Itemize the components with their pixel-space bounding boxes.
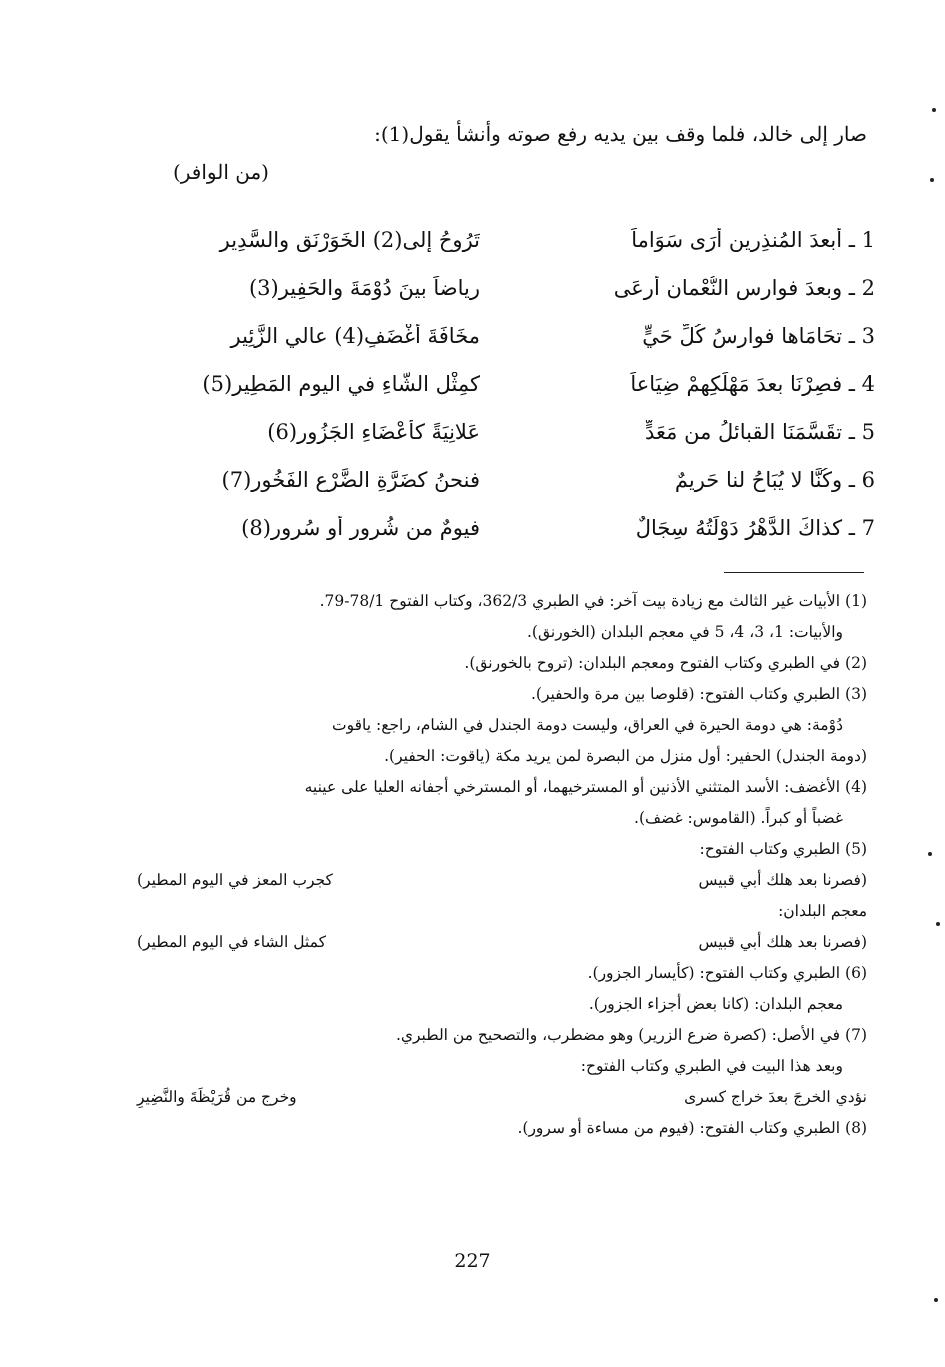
verse-line: [140, 456, 875, 504]
footnote-6: (6) الطبري وكتاب الفتوح: (كأيسار الجزور).: [587, 964, 867, 982]
first-hemistich-text: تحَامَاها فوارِسُ كُلِّ حَيٍّ: [642, 324, 843, 348]
first-hemistich: [535, 516, 875, 540]
footnote-4: (4) الأغضف: الأسد المتثني الأذنين أو المسترخيهما، أو المسترخي أجفانه العليا على عينيه: [304, 778, 867, 796]
intro-text: صار إلى خالد، فلما وقف بين يديه رفع صوته وأنشأ يقول(1):: [374, 122, 867, 146]
first-hemistich-text: تقَسَّمَنَا القبائلُ من مَعَدٍّ: [645, 420, 843, 444]
meter-label: (من الوافر): [172, 160, 269, 184]
verse-number: 7 ـ: [848, 516, 875, 540]
footnote-8: (8) الطبري وكتاب الفتوح: (فيوم من مساءة أو سرور).: [517, 1119, 867, 1137]
verse-first-half: (فصرنا بعد هلك أبي قبيس: [698, 933, 867, 951]
scan-speck: [936, 922, 940, 926]
footnote-6-cont: معجم البلدان: (كانا بعض أجزاء الجزور).: [588, 995, 843, 1013]
footnote-7-verse: [137, 1082, 867, 1113]
first-hemistich-text: وبعدَ فوارسِ النُّعْمانِ أرعَى: [613, 276, 843, 300]
verse-number: 1 ـ: [848, 228, 875, 252]
footnote-5-source: معجم البلدان:: [778, 902, 867, 920]
scan-speck: [930, 178, 934, 182]
first-hemistich: [535, 276, 875, 300]
verse-second-half: كمثل الشاء في اليوم المطير): [137, 933, 326, 951]
verse-first-half: (فصرنا بعد هلك أبي قبيس: [698, 871, 867, 889]
first-hemistich: [535, 372, 875, 396]
footnote-5-verse-1: [137, 865, 867, 896]
verse-line: [140, 312, 875, 360]
second-hemistich: مخَافَةَ أغْضَفٍ(4) عالي الزَّئِيرِ: [230, 324, 480, 348]
verse-second-half: كجرب المعز في اليوم المطير): [137, 871, 333, 889]
page-number: 227: [454, 1250, 491, 1272]
verse-line: [140, 216, 875, 264]
first-hemistich-text: وكُنَّا لا يُبَاحُ لنا حَرِيمٌ: [674, 468, 843, 492]
verse-line: [140, 264, 875, 312]
footnote-4-cont: غضباً أو كبراً. (القاموس: غضف).: [634, 809, 843, 827]
verse-first-half: نؤدي الخرجَ بعدَ خراج كسرى: [684, 1088, 867, 1106]
second-hemistich: رِياضاً بينَ دُوْمَةَ والحَفِيرِ(3): [248, 276, 480, 300]
first-hemistich-text: أبعدَ المُنذِرين أرَى سَوَاماً: [631, 228, 843, 252]
verse-line: [140, 408, 875, 456]
verse-number: 6 ـ: [848, 468, 875, 492]
first-hemistich: [535, 468, 875, 492]
second-hemistich: فنحنُ كضَرَّةِ الضَّرْعِ الفَخُورِ(7): [221, 468, 480, 492]
scan-speck: [928, 852, 932, 856]
verse-number: 5 ـ: [848, 420, 875, 444]
verse-line: [140, 360, 875, 408]
second-hemistich: كمِثْلِ الشَّاءِ في اليومِ المَطِيرِ(5): [202, 372, 480, 396]
footnote-5-verse-2: [137, 927, 867, 958]
poem: [140, 216, 875, 552]
scan-speck: [932, 108, 936, 112]
second-hemistich: عَلانِيَةً كأعْضَاءِ الجَزُورِ(6): [267, 420, 480, 444]
verse-line: [140, 504, 875, 552]
second-hemistich: فيومٌ من شُرورٍ أو سُرورِ(8): [241, 516, 480, 540]
footnote-3-cont: دُوْمة: هي دومة الحيرة في العراق، وليست دومة الجندل في الشام، راجع: ياقوت: [332, 716, 843, 734]
first-hemistich-text: كذاكَ الدَّهْرُ دَوْلَتُهُ سِجَالٌ: [635, 516, 843, 540]
footnote-5: (5) الطبري وكتاب الفتوح:: [699, 840, 867, 858]
verse-second-half: وخرج من قُرَيْظَةَ والنَّضِيرِ: [137, 1088, 297, 1106]
footnote-3: (3) الطبري وكتاب الفتوح: (قلوصا بين مرة والحفير).: [530, 685, 867, 703]
second-hemistich: تَرُوحُ إلى(2) الخَوَرْنَقِ والسَّدِيرِ: [219, 228, 480, 252]
footnote-2: (2) في الطبري وكتاب الفتوح ومعجم البلدان: (تروح بالخورنق).: [464, 654, 867, 672]
verse-number: 2 ـ: [848, 276, 875, 300]
first-hemistich: [535, 228, 875, 252]
scan-speck: [934, 1298, 938, 1302]
verse-number: 3 ـ: [848, 324, 875, 348]
footnote-7: (7) في الأصل: (كصرة ضرع الزرير) وهو مضطرب، والتصحيح من الطبري.: [395, 1026, 867, 1044]
first-hemistich-text: فصِرْنَا بعدَ مَهْلَكِهِمْ ضِيَاعاً: [630, 372, 843, 396]
first-hemistich: [535, 420, 875, 444]
first-hemistich: [535, 324, 875, 348]
footnote-7-cont: وبعد هذا البيت في الطبري وكتاب الفتوح:: [580, 1057, 843, 1075]
footnotes: [137, 586, 867, 1144]
footnote-3-cont2: (دومة الجندل) الحفير: أول منزل من البصرة لمن يريد مكة (ياقوت: الحفير).: [384, 747, 867, 765]
footnote-1: (1) الأبيات غير الثالث مع زيادة بيت آخر: في الطبري 362/3، وكتاب الفتوح 78/1-79.: [319, 592, 867, 610]
verse-number: 4 ـ: [848, 372, 875, 396]
footnote-separator: [724, 572, 864, 573]
footnote-1-cont: والأبيات: 1، 3، 4، 5 في معجم البلدان (الخورنق).: [527, 623, 843, 641]
